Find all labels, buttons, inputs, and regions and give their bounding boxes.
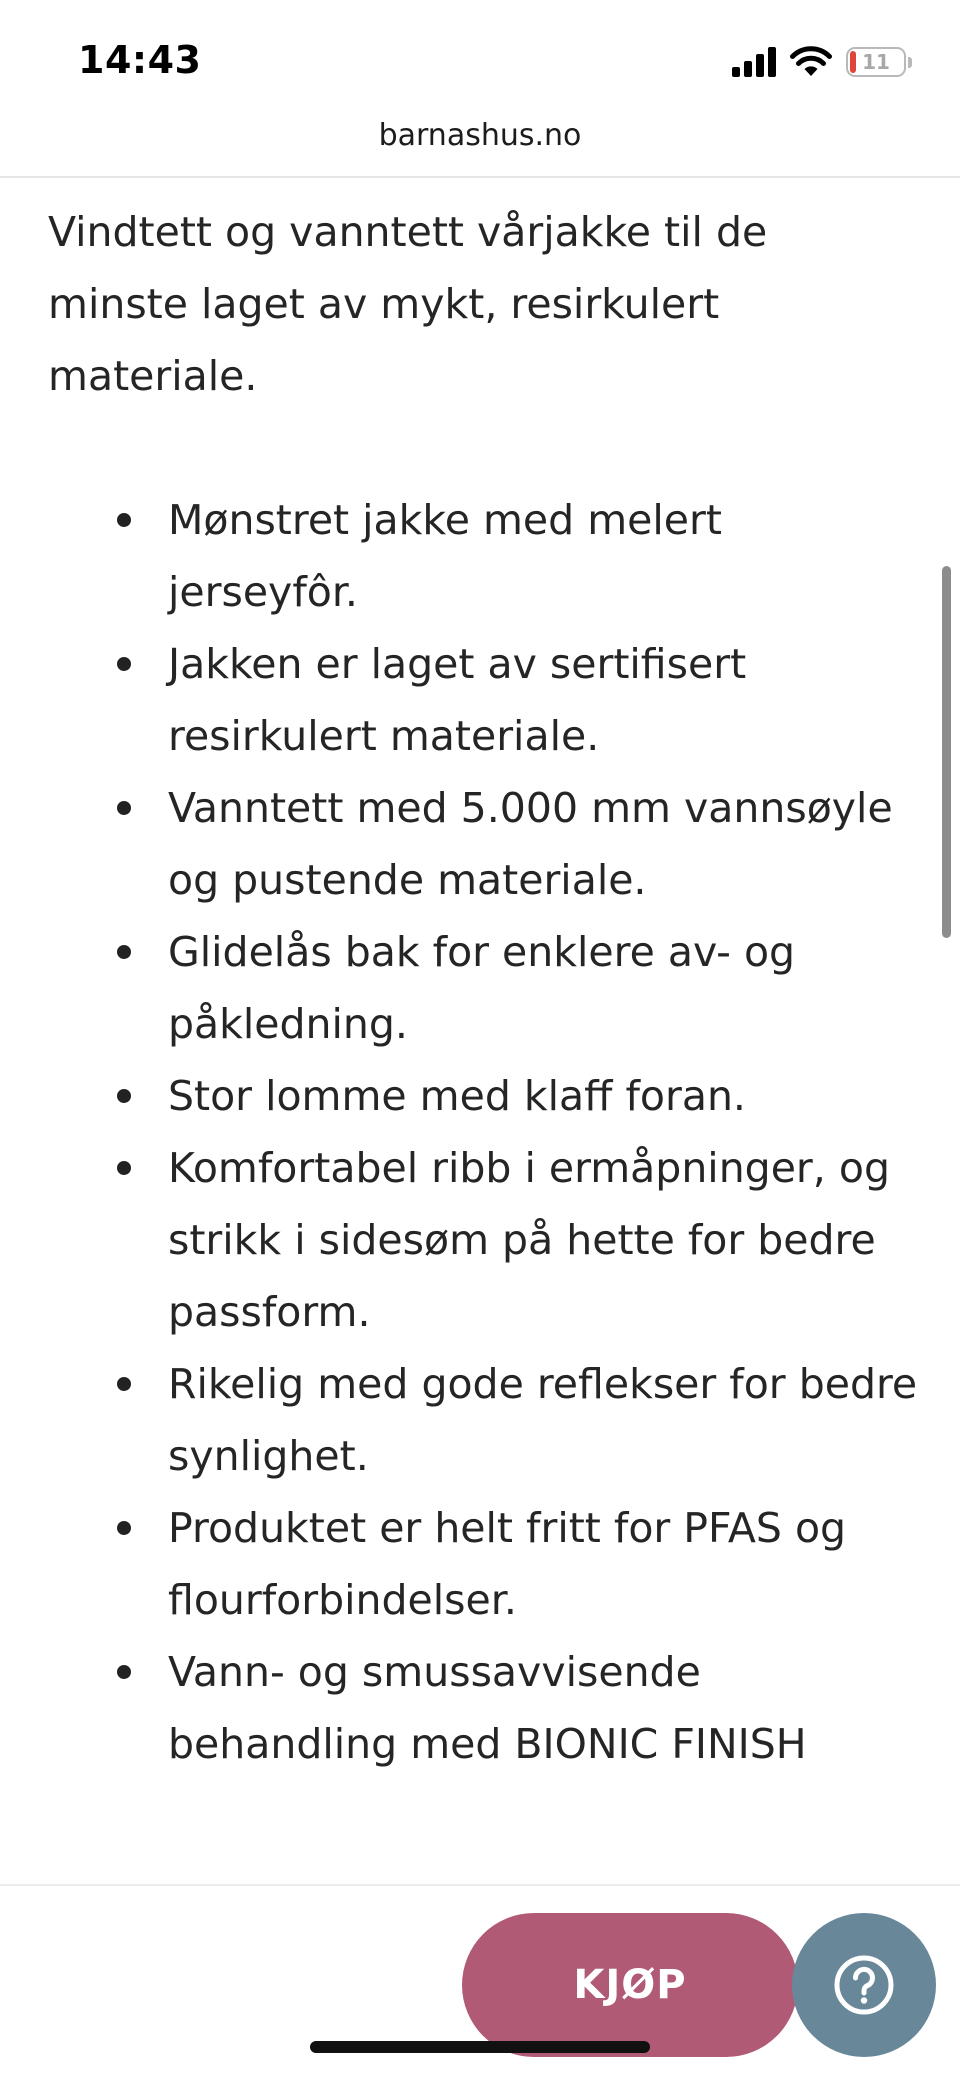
url-bar[interactable] (0, 118, 960, 176)
url-domain[interactable]: barnashus.no (378, 118, 582, 153)
feature-item: Vanntett med 5.000 mm vannsøyle og pustende materiale. (48, 772, 918, 916)
scroll-indicator[interactable] (942, 566, 951, 938)
feature-item: Vann- og smussavvisende behandling med BIONIC FINISH (48, 1636, 918, 1780)
product-description (48, 196, 918, 1780)
cellular-signal-icon (732, 47, 776, 77)
feature-item: Mønstret jakke med melert jerseyfôr. (48, 484, 918, 628)
feature-item: Glidelås bak for enklere av- og påkledning. (48, 916, 918, 1060)
help-button[interactable] (792, 1913, 936, 2057)
feature-item: Rikelig med gode reflekser for bedre synlighet. (48, 1348, 918, 1492)
feature-item: Stor lomme med klaff foran. (48, 1060, 918, 1132)
feature-list (48, 484, 918, 1780)
wifi-icon (790, 46, 832, 78)
home-indicator (310, 2041, 650, 2053)
feature-item: Produktet er helt fritt for PFAS og flourforbindelser. (48, 1492, 918, 1636)
battery-icon (846, 47, 906, 77)
battery-nub (908, 57, 912, 68)
feature-item: Jakken er laget av sertifisert resirkulert materiale. (48, 628, 918, 772)
battery-level: 11 (862, 50, 890, 74)
question-mark-icon (832, 1953, 896, 2017)
status-icons (732, 42, 912, 82)
bottom-action-bar (0, 1884, 960, 2081)
status-time: 14:43 (78, 38, 202, 82)
status-bar (0, 0, 960, 118)
product-intro: Vindtett og vanntett vårjakke til de minste laget av mykt, resirkulert materiale. (48, 208, 768, 400)
buy-button[interactable]: KJØP (462, 1913, 798, 2057)
feature-item: Komfortabel ribb i ermåpninger, og strikk i sidesøm på hette for bedre passform. (48, 1132, 918, 1348)
url-divider (0, 176, 960, 178)
